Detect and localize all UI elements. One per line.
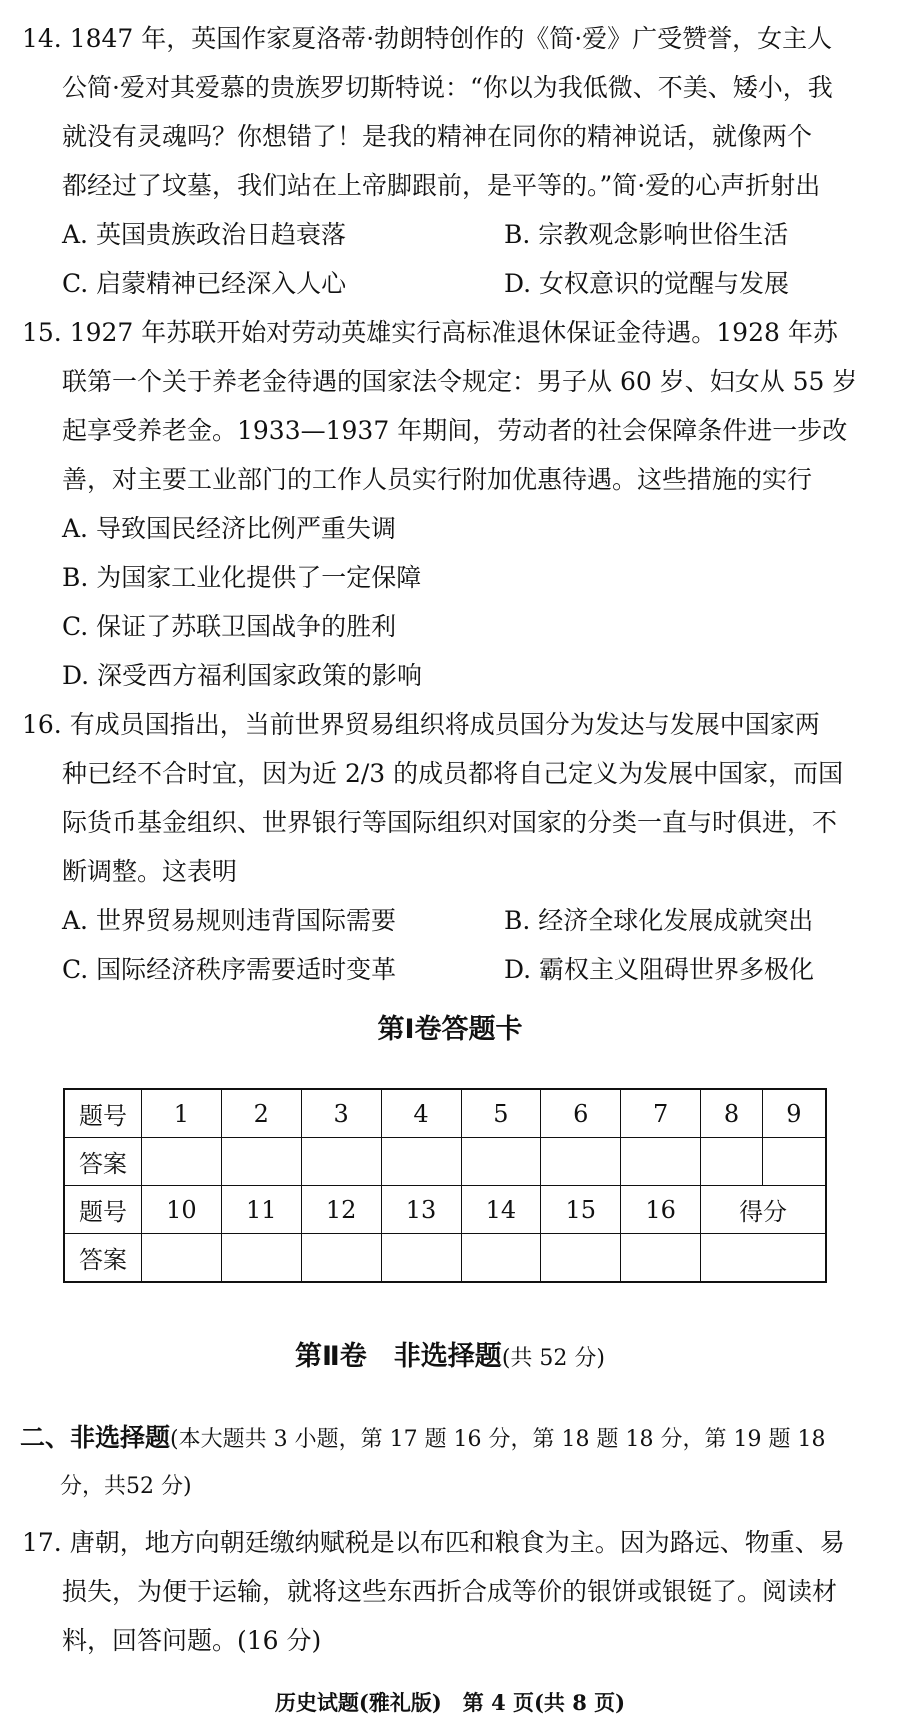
option-a: A. 导致国民经济比例严重失调 <box>62 514 396 543</box>
answer-cell[interactable] <box>621 1138 701 1186</box>
question-17 <box>22 1518 880 1665</box>
score-cell[interactable] <box>701 1234 826 1283</box>
question-text-line: 善，对主要工业部门的工作人员实行附加优惠待遇。这些措施的实行 <box>62 465 813 494</box>
option-b: B. 为国家工业化提供了一定保障 <box>62 563 422 592</box>
answer-cell[interactable] <box>541 1234 621 1283</box>
question-number-cell: 3 <box>301 1089 381 1138</box>
question-number-cell: 15 <box>541 1186 621 1234</box>
option-d: D. 霸权主义阻碍世界多极化 <box>504 955 815 984</box>
section-two-header <box>20 1413 878 1511</box>
row-label-answer: 答案 <box>64 1138 142 1186</box>
section-two-title: 二、非选择题 <box>20 1423 171 1452</box>
row-label-number: 题号 <box>64 1186 142 1234</box>
question-number-cell: 7 <box>621 1089 701 1138</box>
question-text-line: 际货币基金组织、世界银行等国际组织对国家的分类一直与时俱进，不 <box>62 808 838 837</box>
answer-card-title: 第Ⅰ卷答题卡 <box>377 1014 523 1045</box>
part-two-title-text: 第Ⅱ卷 非选择题 <box>295 1341 502 1372</box>
answer-cell[interactable] <box>142 1234 222 1283</box>
question-16 <box>22 700 880 994</box>
part-two-title <box>0 1336 900 1380</box>
answer-cell[interactable] <box>461 1138 541 1186</box>
question-text-line: 起享受养老金。1933—1937 年期间，劳动者的社会保障条件进一步改 <box>62 416 848 445</box>
question-number-cell: 10 <box>142 1186 222 1234</box>
options-grid <box>22 896 880 994</box>
question-number-cell: 12 <box>301 1186 381 1234</box>
table-row <box>64 1138 826 1186</box>
answer-cell[interactable] <box>762 1138 826 1186</box>
question-text-line: 16. 有成员国指出，当前世界贸易组织将成员国分为发达与发展中国家两 <box>22 710 820 739</box>
answer-cell[interactable] <box>221 1138 301 1186</box>
question-text-line: 断调整。这表明 <box>62 857 238 886</box>
section-two-note-cont: 分，共52 分) <box>60 1474 192 1499</box>
question-number-cell: 2 <box>221 1089 301 1138</box>
answer-cell[interactable] <box>301 1234 381 1283</box>
table-row <box>64 1234 826 1283</box>
question-number-cell: 14 <box>461 1186 541 1234</box>
question-text-line: 料，回答问题。(16 分) <box>62 1626 322 1655</box>
option-c: C. 保证了苏联卫国战争的胜利 <box>62 612 397 641</box>
page-footer: 历史试题(雅礼版) 第 4 页(共 8 页) <box>274 1690 626 1715</box>
question-15 <box>22 308 880 700</box>
options-grid <box>22 210 880 308</box>
answer-cell[interactable] <box>142 1138 222 1186</box>
question-number-cell: 13 <box>381 1186 461 1234</box>
option-a: A. 世界贸易规则违背国际需要 <box>62 906 396 935</box>
answer-cell[interactable] <box>461 1234 541 1283</box>
question-text-line: 都经过了坟墓，我们站在上帝脚跟前，是平等的。”简·爱的心声折射出 <box>62 171 821 200</box>
option-c: C. 国际经济秩序需要适时变革 <box>62 955 397 984</box>
answer-cell[interactable] <box>301 1138 381 1186</box>
question-number-cell: 8 <box>701 1089 763 1138</box>
question-number-cell: 4 <box>381 1089 461 1138</box>
question-14 <box>22 14 880 308</box>
answer-cell[interactable] <box>621 1234 701 1283</box>
option-b: B. 宗教观念影响世俗生活 <box>504 220 789 249</box>
answer-cell[interactable] <box>381 1138 461 1186</box>
question-text-line: 17. 唐朝，地方向朝廷缴纳赋税是以布匹和粮食为主。因为路远、物重、易 <box>22 1528 845 1557</box>
question-text-line: 14. 1847 年，英国作家夏洛蒂·勃朗特创作的《简·爱》广受赞誉，女主人 <box>22 24 833 53</box>
option-a: A. 英国贵族政治日趋衰落 <box>62 220 346 249</box>
table-row <box>64 1186 826 1234</box>
score-label-cell: 得分 <box>701 1186 826 1234</box>
question-text-line: 公简·爱对其爱慕的贵族罗切斯特说：“你以为我低微、不美、矮小，我 <box>62 73 833 102</box>
question-number-cell: 11 <box>221 1186 301 1234</box>
question-number-cell: 5 <box>461 1089 541 1138</box>
section-two-line <box>20 1413 878 1462</box>
row-label-answer: 答案 <box>64 1234 142 1283</box>
question-text-line: 就没有灵魂吗？你想错了！是我的精神在同你的精神说话，就像两个 <box>62 122 813 151</box>
section-two-note: (本大题共 3 小题，第 17 题 16 分，第 18 题 18 分，第 19 题 18 <box>170 1427 826 1452</box>
question-number-cell: 6 <box>541 1089 621 1138</box>
option-c: C. 启蒙精神已经深入人心 <box>62 269 347 298</box>
option-d: D. 女权意识的觉醒与发展 <box>504 269 790 298</box>
answer-cell[interactable] <box>541 1138 621 1186</box>
answer-cell[interactable] <box>701 1138 763 1186</box>
question-text-line: 15. 1927 年苏联开始对劳动英雄实行高标准退休保证金待遇。1928 年苏 <box>22 318 838 347</box>
row-label-number: 题号 <box>64 1089 142 1138</box>
question-text-line: 种已经不合时宜，因为近 2/3 的成员都将自己定义为发展中国家，而国 <box>62 759 844 788</box>
question-text-line: 损失，为便于运输，就将这些东西折合成等价的银饼或银铤了。阅读材 <box>62 1577 838 1606</box>
part-two-title-note: (共 52 分) <box>501 1346 605 1371</box>
answer-cell[interactable] <box>221 1234 301 1283</box>
question-number-cell: 9 <box>762 1089 826 1138</box>
answer-cell[interactable] <box>381 1234 461 1283</box>
question-number-cell: 16 <box>621 1186 701 1234</box>
question-number-cell: 1 <box>142 1089 222 1138</box>
option-d: D. 深受西方福利国家政策的影响 <box>62 661 423 690</box>
table-row <box>64 1089 826 1138</box>
question-text-line: 联第一个关于养老金待遇的国家法令规定：男子从 60 岁、妇女从 55 岁 <box>62 367 858 396</box>
option-b: B. 经济全球化发展成就突出 <box>504 906 814 935</box>
answer-card-table <box>63 1088 827 1283</box>
